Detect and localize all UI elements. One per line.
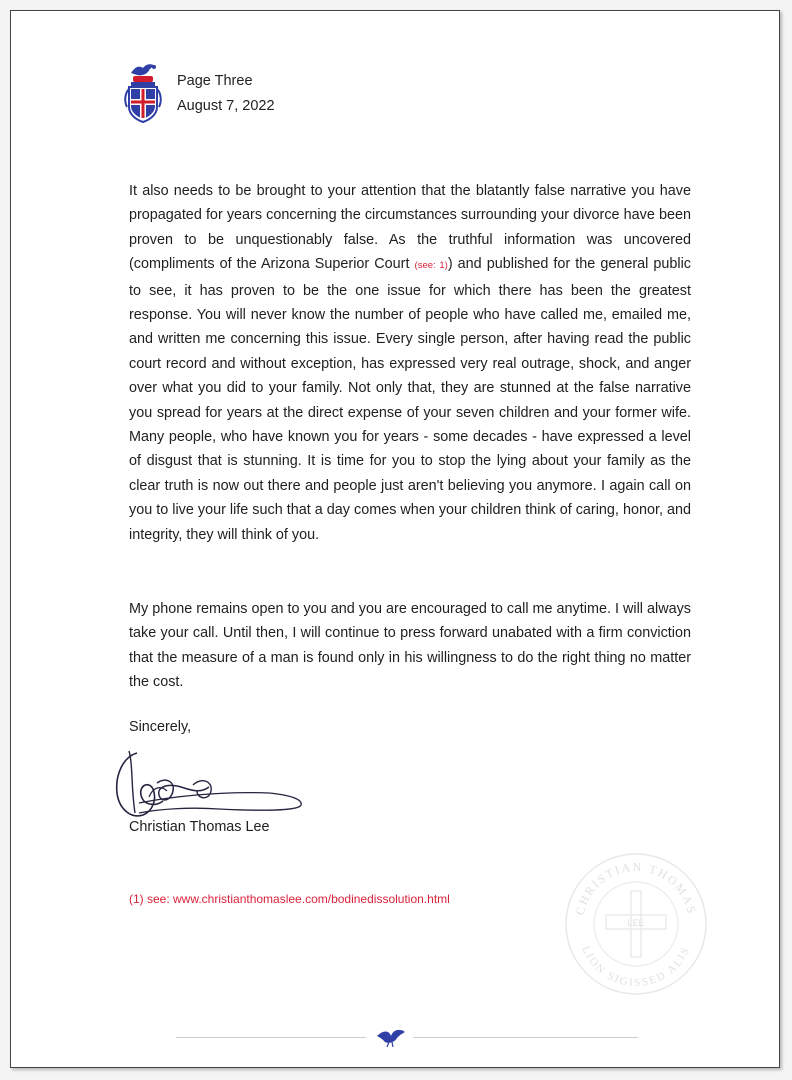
heraldic-crest-icon (121, 59, 165, 125)
letter-date: August 7, 2022 (177, 98, 275, 114)
signer-name: Christian Thomas Lee (129, 819, 270, 835)
body-paragraph-2: My phone remains open to you and you are encouraged to call me anytime. I will always take your call. Until then, I will continue to press forward unabated with a firm conviction that the measure of a man is found only in his willingness to do the right thing no matter the cost. (129, 601, 691, 691)
seal-bottom-text: LION SIGISSED ALIS (579, 944, 693, 990)
seal-top-text: CHRISTIAN THOMAS (572, 859, 700, 917)
closing-salutation: Sincerely, (129, 719, 192, 735)
blue-bird-icon (375, 1026, 407, 1048)
body-paragraph-1 (129, 179, 691, 547)
page-number: Page Three (177, 73, 253, 89)
footer-rule-left (176, 1037, 366, 1038)
paragraph-1-text-b: ) and published for the general public to see, it has proven to be the one issue for which there has been the greatest response. You will never know the number of people who have called me, emailed me, and written me concerning this issue. Every single person, after having read the public court record and without exception, has expressed very real outrage, shock, and anger over what you did to your family. Not only that, they are stunned at the false narrative you spread for years at the direct expense of your seven children and your former wife. Many people, who have known you for years - some decades - have expressed a level of disgust that is stunning. It is time for you to stop the lying about your family as the clear truth is now out there and people just aren't believing you anymore. I again call on you to live your life such that a day comes when your children think of caring, honor, and integrity, they will think of you. (129, 256, 691, 543)
court-reference-link: (see: 1) (414, 260, 448, 272)
embossed-seal (561, 849, 711, 999)
footnote-url[interactable]: (1) see: www.christianthomaslee.com/bodinedissolution.html (129, 892, 450, 906)
footer-rule-right (413, 1037, 638, 1038)
handwritten-signature (109, 747, 309, 829)
svg-text:CHRISTIAN THOMAS (573, 860, 699, 917)
letter-page (10, 10, 780, 1068)
seal-center-text: LEE (627, 918, 645, 928)
paragraph-1-text-a: It also needs to be brought to your attention that the blatantly false narrative you have propagated for years concerning the circumstances surrounding your divorce have been proven to be unquestionably false. As the truthful information was uncovered (compliments of the Arizona Superior Court (129, 183, 691, 273)
